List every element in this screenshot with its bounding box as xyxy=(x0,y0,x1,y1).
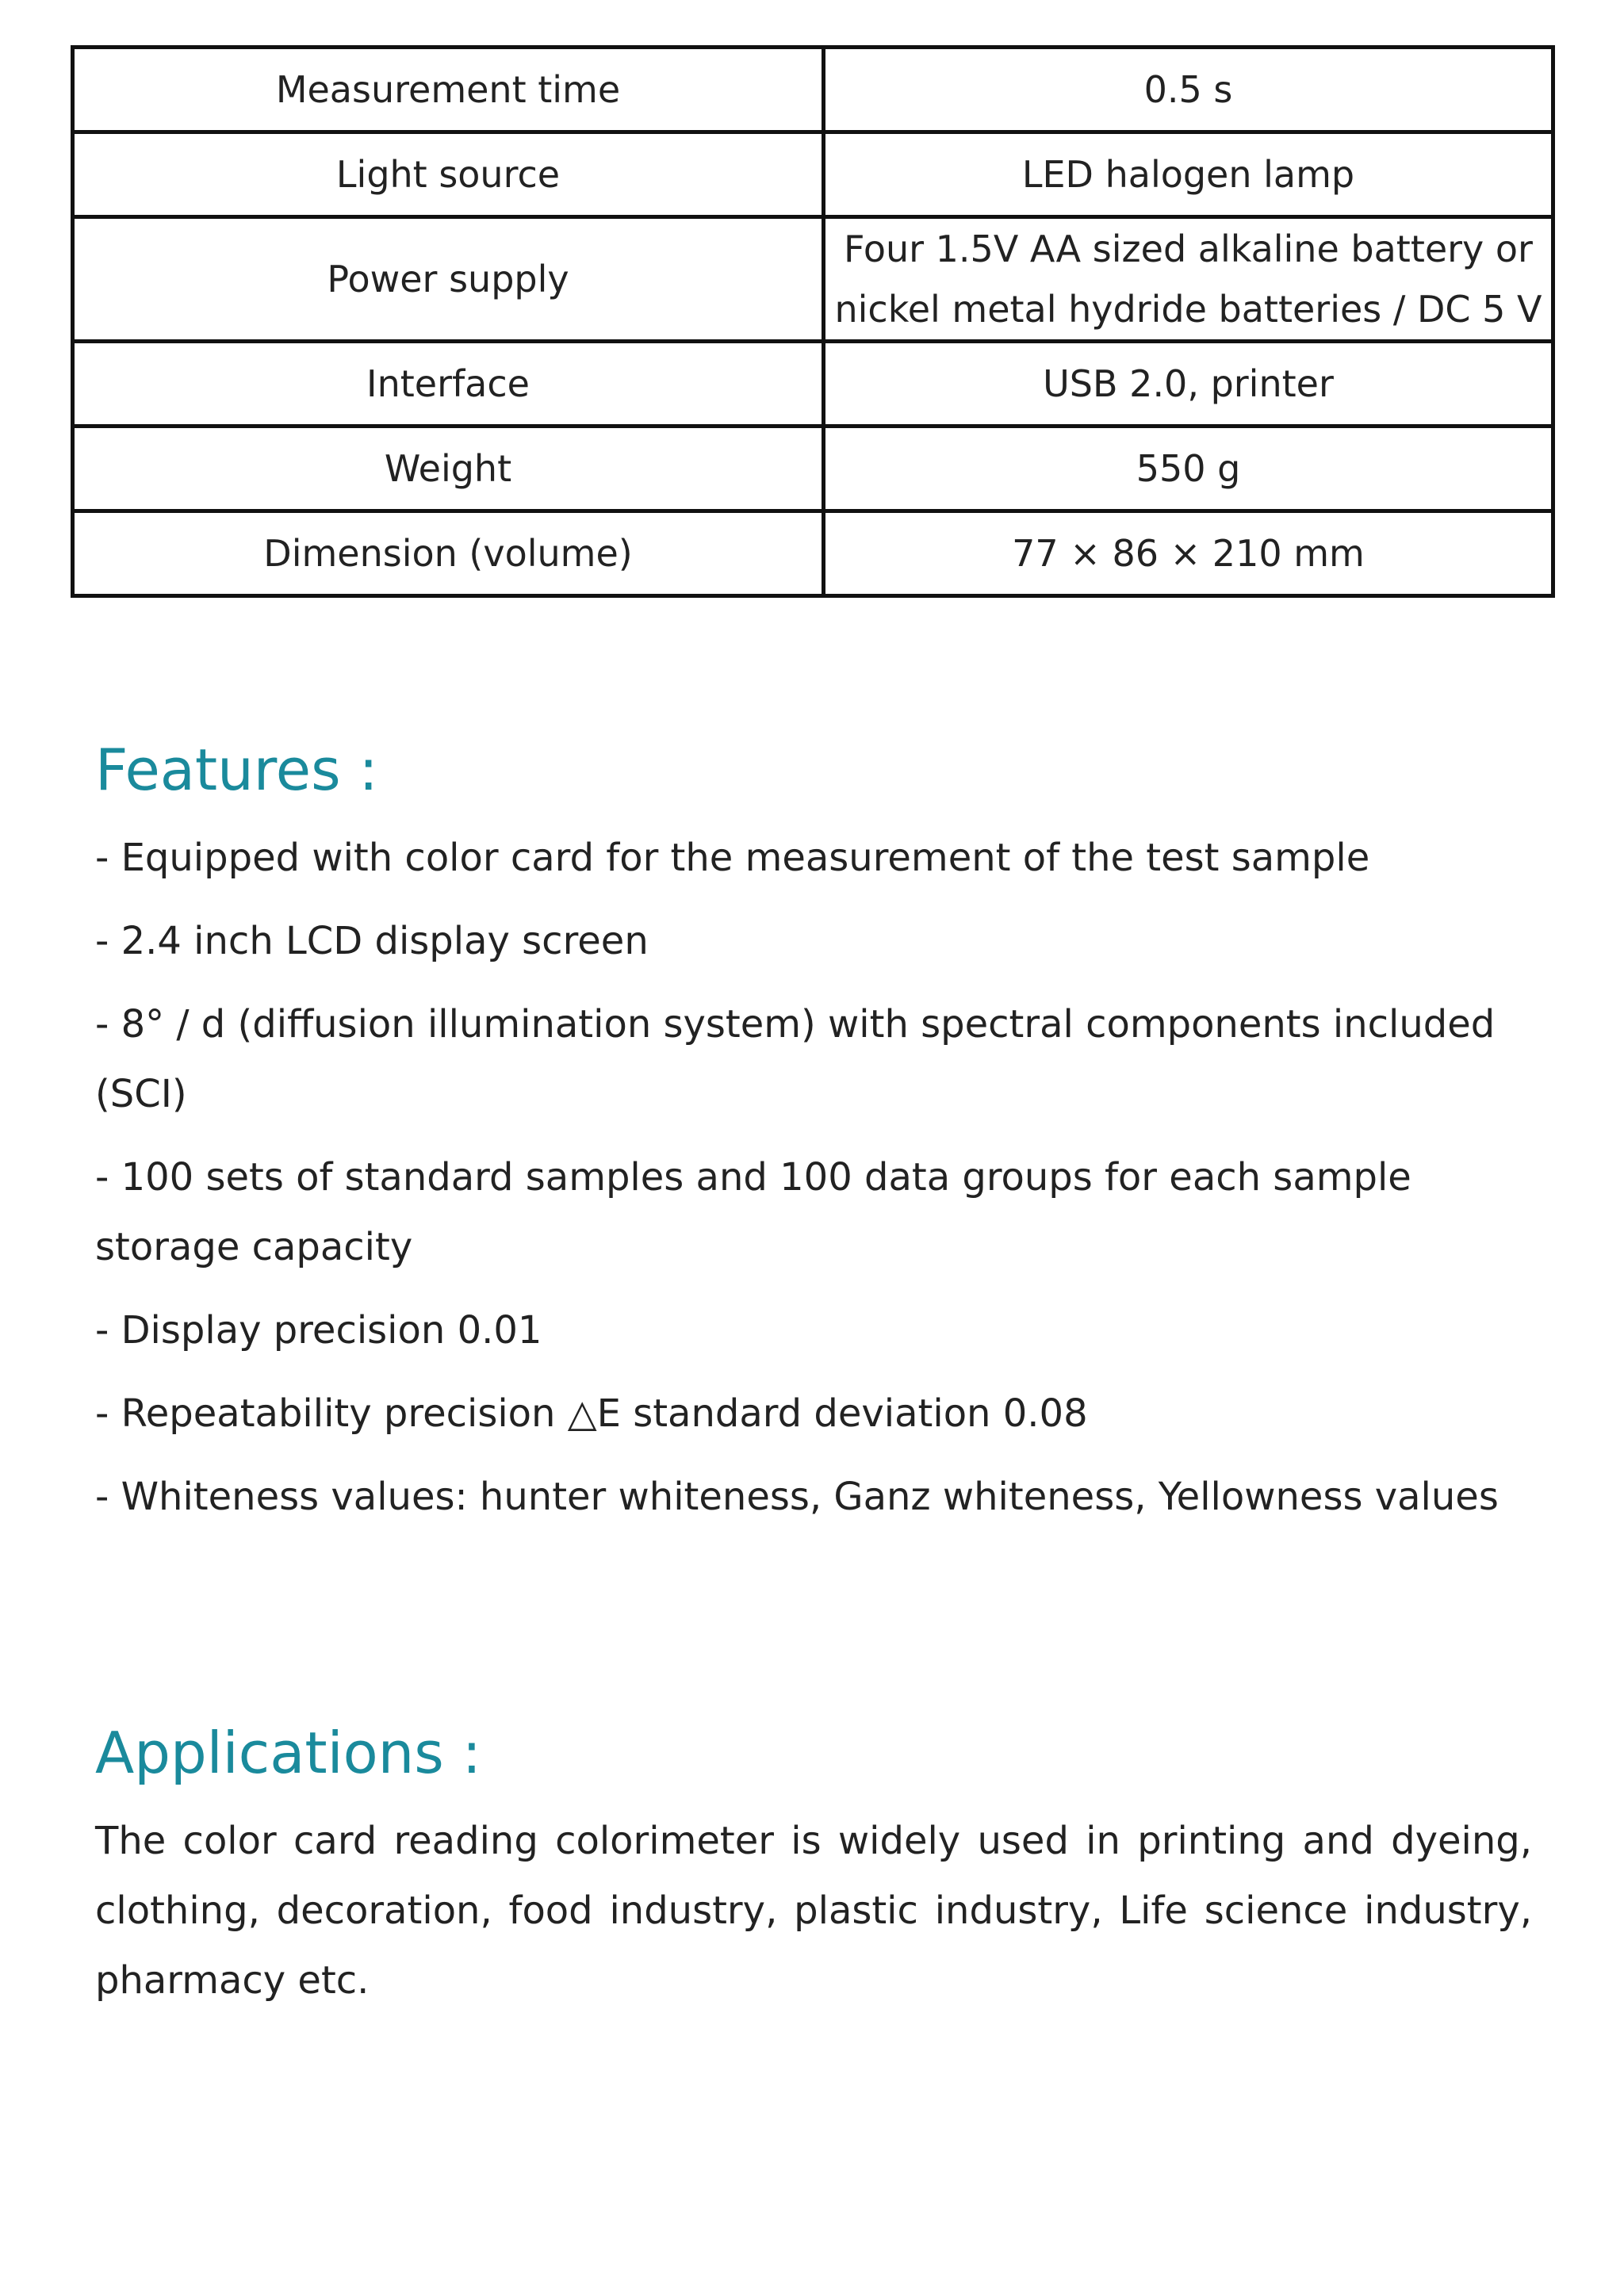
table-row xyxy=(73,48,1553,132)
spec-value-line: nickel metal hydride batteries / DC 5 V xyxy=(834,288,1542,331)
table-row xyxy=(73,217,1553,342)
specifications-table xyxy=(71,45,1555,598)
list-item: - 100 sets of standard samples and 100 data groups for each sample storage capacity xyxy=(95,1155,1411,1269)
features-list xyxy=(95,823,1546,1545)
spec-label: Weight xyxy=(73,427,824,511)
applications-paragraph: The color card reading colorimeter is widely used in printing and dyeing, clothing, decoration, food industry, plastic industry, Life science industry, pharmacy etc. xyxy=(95,1819,1532,2003)
list-item: - Repeatability precision △E standard deviation 0.08 xyxy=(95,1391,1088,1436)
spec-value-line: LED halogen lamp xyxy=(1021,153,1355,196)
spec-value-line: Four 1.5V AA sized alkaline battery or xyxy=(844,228,1533,270)
spec-value xyxy=(824,427,1553,511)
spec-label: Light source xyxy=(73,132,824,217)
table-row xyxy=(73,511,1553,596)
spec-value-line: 77 × 86 × 210 mm xyxy=(1012,532,1365,575)
spec-value-line: USB 2.0, printer xyxy=(1043,362,1334,405)
spec-value xyxy=(824,132,1553,217)
spec-value xyxy=(824,342,1553,427)
spec-value xyxy=(824,511,1553,596)
spec-value xyxy=(824,217,1553,342)
table-row xyxy=(73,132,1553,217)
list-item: - Whiteness values: hunter whiteness, Ganz whiteness, Yellowness values xyxy=(95,1475,1499,1519)
table-row xyxy=(73,342,1553,427)
list-item: - Display precision 0.01 xyxy=(95,1308,542,1353)
spec-value-line: 0.5 s xyxy=(1143,68,1233,111)
spec-label: Dimension (volume) xyxy=(73,511,824,596)
list-item: - Equipped with color card for the measurement of the test sample xyxy=(95,836,1370,880)
table-row xyxy=(73,427,1553,511)
list-item: - 2.4 inch LCD display screen xyxy=(95,919,649,963)
spec-value-line: 550 g xyxy=(1136,447,1241,490)
spec-label: Power supply xyxy=(73,217,824,342)
spec-label: Measurement time xyxy=(73,48,824,132)
applications-heading: Applications : xyxy=(95,1720,481,1786)
spec-label: Interface xyxy=(73,342,824,427)
spec-value xyxy=(824,48,1553,132)
list-item: - 8° / d (diffusion illumination system) with spectral components included (SCI) xyxy=(95,1002,1496,1116)
features-heading: Features : xyxy=(95,737,378,803)
